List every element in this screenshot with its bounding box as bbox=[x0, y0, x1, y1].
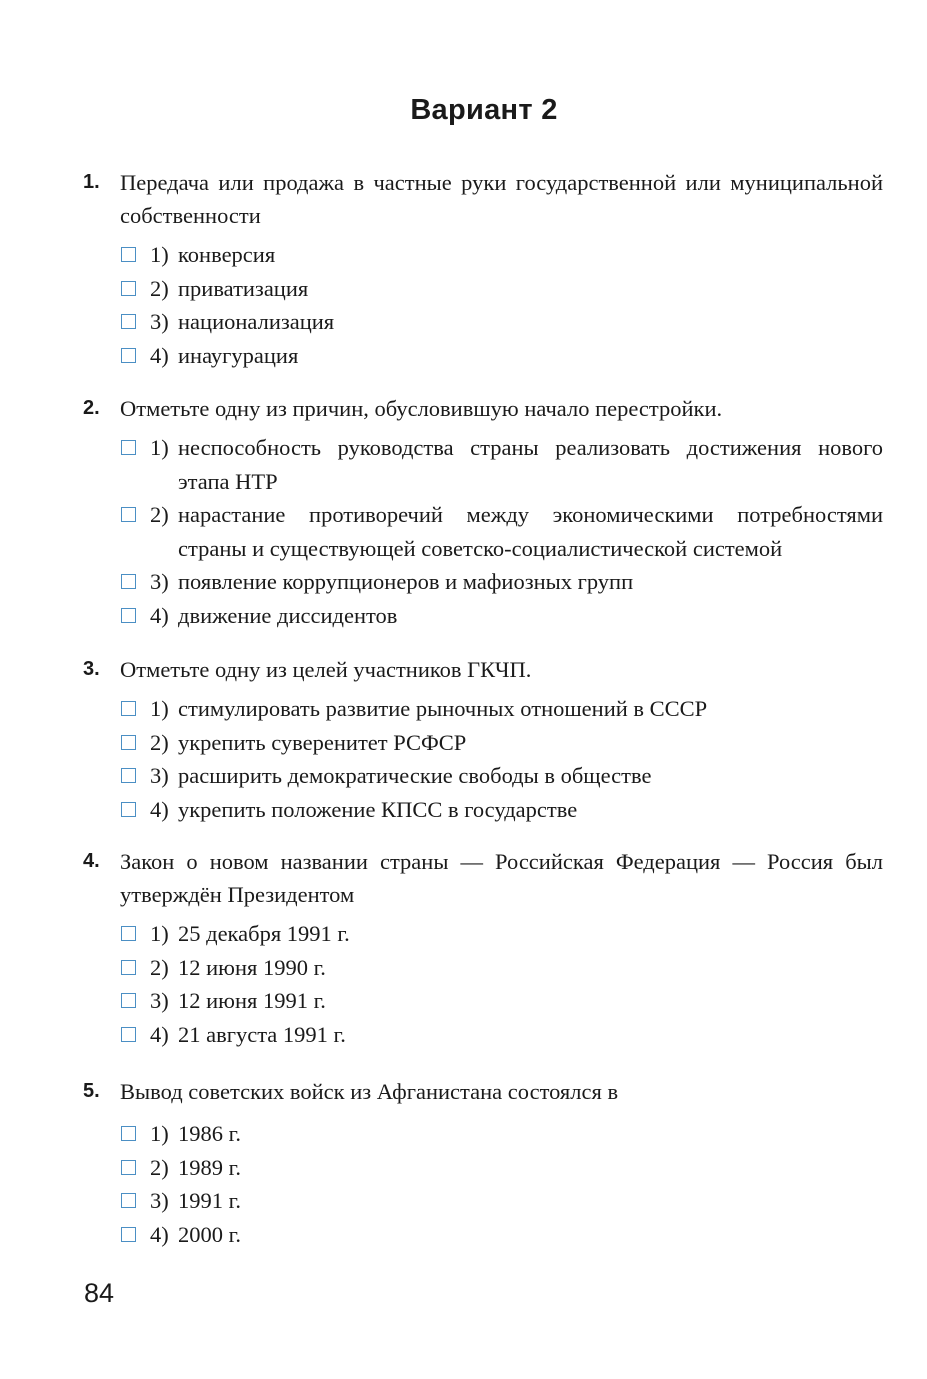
answer-option bbox=[120, 692, 883, 726]
option-number: 4) bbox=[150, 342, 169, 368]
answer-option bbox=[120, 272, 883, 306]
checkbox[interactable] bbox=[121, 701, 136, 716]
checkbox[interactable] bbox=[121, 926, 136, 941]
checkbox[interactable] bbox=[121, 348, 136, 363]
answer-option bbox=[120, 917, 883, 951]
option-text: расширить демократические свободы в обществе bbox=[178, 763, 652, 788]
option-number: 1) bbox=[150, 1121, 169, 1146]
checkbox[interactable] bbox=[121, 281, 136, 296]
option-text: национализация bbox=[178, 309, 335, 334]
checkbox[interactable] bbox=[121, 735, 136, 750]
option-number: 4) bbox=[150, 796, 169, 822]
question-number: 1. bbox=[83, 171, 100, 193]
checkbox[interactable] bbox=[121, 960, 136, 975]
option-number: 3) bbox=[150, 763, 169, 788]
question-4 bbox=[83, 845, 883, 1051]
question-text: Передача или продажа в частные руки государственной или муниципальной собственности bbox=[120, 170, 883, 228]
option-text: 12 июня 1990 г. bbox=[178, 954, 326, 980]
question-number: 5. bbox=[83, 1080, 100, 1102]
answer-option bbox=[120, 726, 883, 760]
option-text: неспособность руководства страны реализовать достижения нового этапа НТР bbox=[178, 435, 883, 494]
answer-option bbox=[120, 339, 883, 373]
checkbox[interactable] bbox=[121, 608, 136, 623]
page-title: Вариант 2 bbox=[410, 94, 558, 126]
option-number: 4) bbox=[150, 1221, 169, 1247]
checkbox[interactable] bbox=[121, 507, 136, 522]
question-text: Вывод советских войск из Афганистана состоялся в bbox=[120, 1079, 619, 1104]
answer-option bbox=[120, 951, 883, 985]
checkbox[interactable] bbox=[121, 1160, 136, 1175]
option-text: 1986 г. bbox=[178, 1121, 241, 1146]
checkbox[interactable] bbox=[121, 1193, 136, 1208]
answer-option bbox=[120, 498, 883, 565]
checkbox[interactable] bbox=[121, 802, 136, 817]
checkbox[interactable] bbox=[121, 1227, 136, 1242]
option-text: 2000 г. bbox=[178, 1221, 241, 1247]
question-5 bbox=[83, 1075, 883, 1251]
option-text: конверсия bbox=[178, 242, 276, 267]
checkbox[interactable] bbox=[121, 247, 136, 262]
answer-option bbox=[120, 793, 883, 827]
option-number: 4) bbox=[150, 1021, 169, 1047]
answer-option bbox=[120, 1018, 883, 1052]
answer-option bbox=[120, 1151, 883, 1185]
option-number: 3) bbox=[150, 1188, 169, 1213]
answer-option bbox=[120, 238, 883, 272]
option-text: стимулировать развитие рыночных отношений в СССР bbox=[178, 696, 708, 721]
option-text: 1989 г. bbox=[178, 1154, 241, 1180]
question-number: 2. bbox=[83, 397, 100, 419]
option-text: появление коррупционеров и мафиозных групп bbox=[178, 569, 634, 594]
option-number: 2) bbox=[150, 729, 169, 755]
option-text: приватизация bbox=[178, 275, 309, 301]
checkbox[interactable] bbox=[121, 574, 136, 589]
option-number: 1) bbox=[150, 696, 169, 721]
answer-option bbox=[120, 1184, 883, 1218]
option-number: 3) bbox=[150, 569, 169, 594]
answer-option bbox=[120, 1218, 883, 1252]
page-number: 84 bbox=[84, 1278, 115, 1308]
checkbox[interactable] bbox=[121, 768, 136, 783]
question-text: Отметьте одну из причин, обусловившую начало перестройки. bbox=[120, 396, 723, 421]
checkbox[interactable] bbox=[121, 1126, 136, 1141]
option-number: 2) bbox=[150, 1154, 169, 1180]
option-text: укрепить суверенитет РСФСР bbox=[178, 729, 467, 755]
answer-option bbox=[120, 599, 883, 633]
option-number: 2) bbox=[150, 502, 169, 527]
question-number: 3. bbox=[83, 658, 100, 680]
question-2 bbox=[83, 392, 883, 632]
checkbox[interactable] bbox=[121, 1027, 136, 1042]
option-number: 1) bbox=[150, 435, 169, 460]
answer-option bbox=[120, 431, 883, 498]
option-number: 3) bbox=[150, 309, 169, 334]
option-text: инаугурация bbox=[178, 342, 299, 368]
answer-option bbox=[120, 565, 883, 599]
option-text: нарастание противоречий между экономическими потребностями страны и существующей советско-социалистической системой bbox=[178, 502, 883, 561]
checkbox[interactable] bbox=[121, 440, 136, 455]
option-text: 21 августа 1991 г. bbox=[178, 1021, 346, 1047]
option-text: укрепить положение КПСС в государстве bbox=[178, 796, 578, 822]
option-text: движение диссидентов bbox=[178, 602, 398, 628]
question-1 bbox=[83, 166, 883, 372]
question-text: Закон о новом названии страны — Российская Федерация — Россия был утверждён Президентом bbox=[120, 849, 883, 907]
option-number: 2) bbox=[150, 275, 169, 301]
option-number: 1) bbox=[150, 921, 169, 946]
option-text: 1991 г. bbox=[178, 1188, 241, 1213]
answer-option bbox=[120, 759, 883, 793]
question-3 bbox=[83, 653, 883, 826]
answer-option bbox=[120, 984, 883, 1018]
option-number: 3) bbox=[150, 988, 169, 1013]
option-number: 2) bbox=[150, 954, 169, 980]
option-text: 12 июня 1991 г. bbox=[178, 988, 326, 1013]
answer-option bbox=[120, 305, 883, 339]
question-text: Отметьте одну из целей участников ГКЧП. bbox=[120, 657, 532, 682]
checkbox[interactable] bbox=[121, 314, 136, 329]
option-number: 4) bbox=[150, 602, 169, 628]
question-number: 4. bbox=[83, 850, 100, 872]
option-number: 1) bbox=[150, 242, 169, 267]
answer-option bbox=[120, 1117, 883, 1151]
checkbox[interactable] bbox=[121, 993, 136, 1008]
option-text: 25 декабря 1991 г. bbox=[178, 921, 350, 946]
